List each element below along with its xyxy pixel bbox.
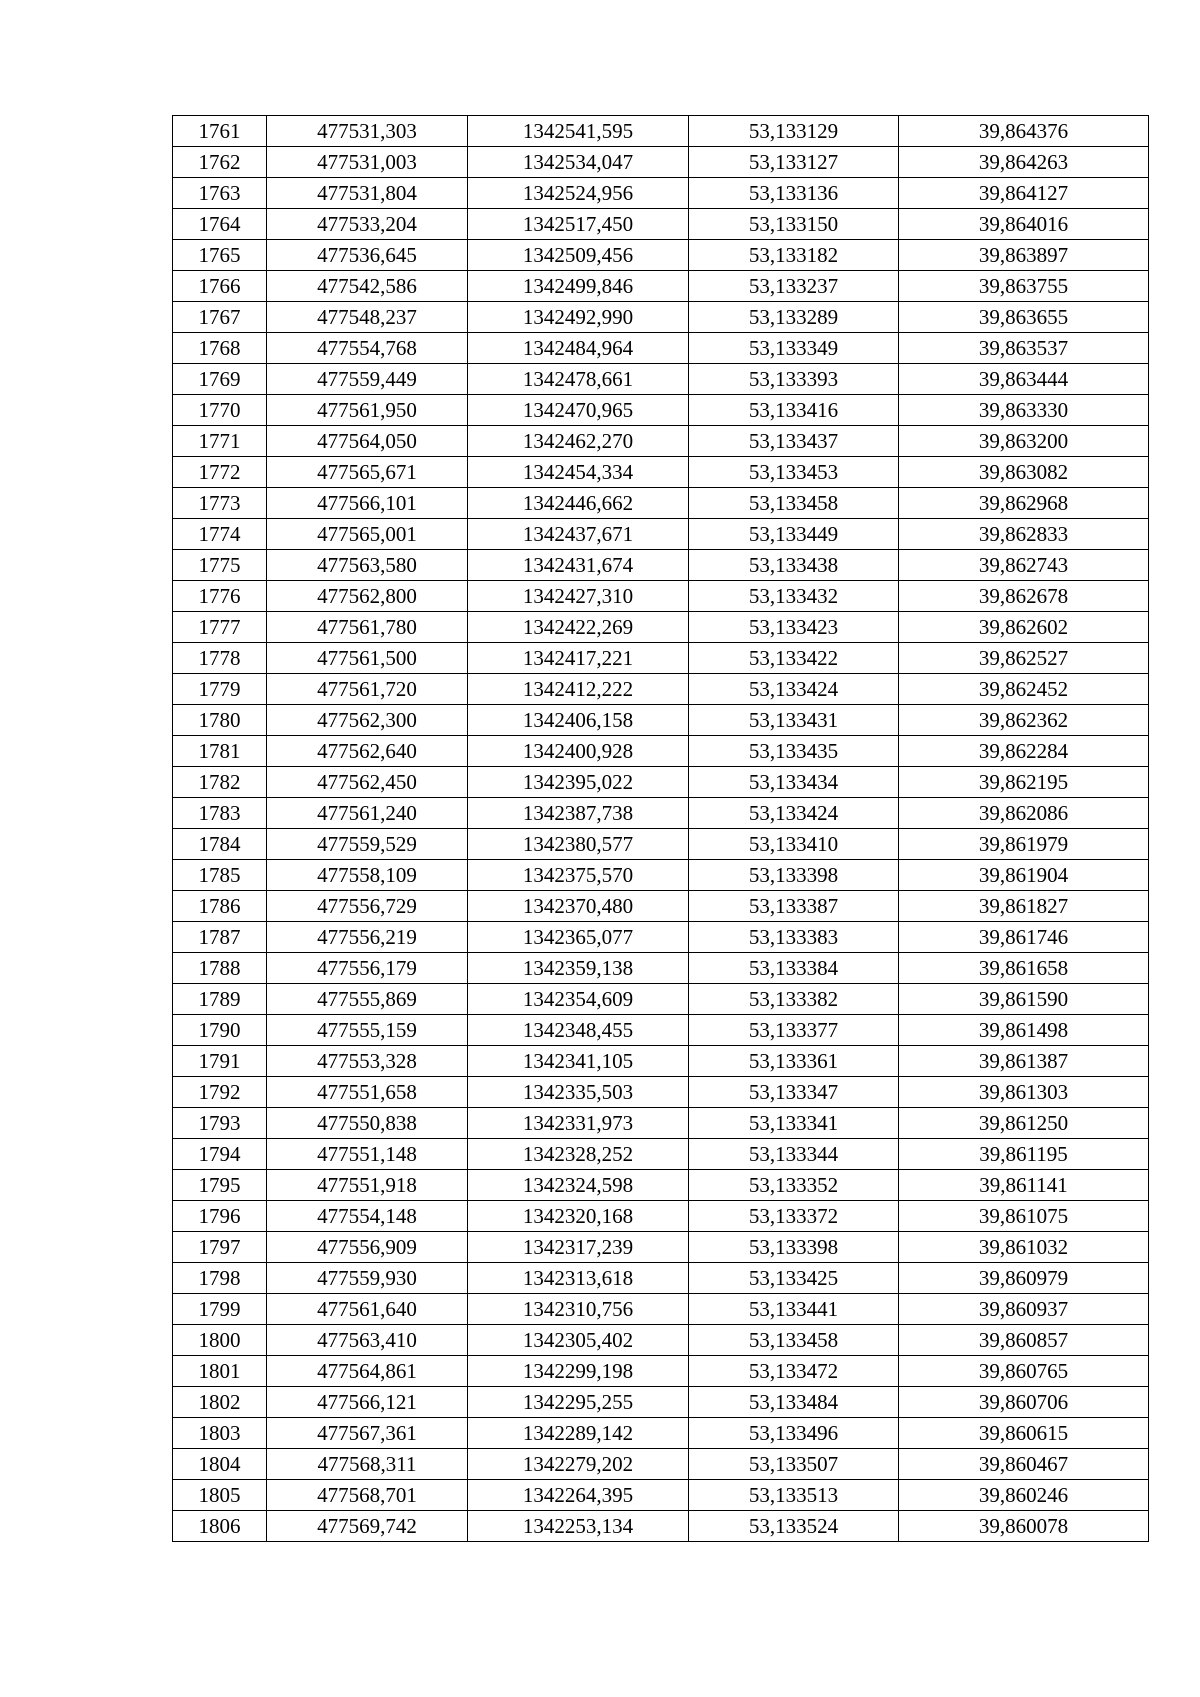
table-row <box>173 364 1149 395</box>
table-row <box>173 984 1149 1015</box>
point-number-cell: 1805 <box>173 1480 267 1511</box>
longitude-cell: 39,864127 <box>899 178 1149 209</box>
table-row <box>173 922 1149 953</box>
y-coordinate-cell: 1342492,990 <box>468 302 689 333</box>
x-coordinate-cell: 477562,300 <box>267 705 468 736</box>
x-coordinate-cell: 477554,148 <box>267 1201 468 1232</box>
longitude-cell: 39,861032 <box>899 1232 1149 1263</box>
y-coordinate-cell: 1342359,138 <box>468 953 689 984</box>
y-coordinate-cell: 1342354,609 <box>468 984 689 1015</box>
y-coordinate-cell: 1342478,661 <box>468 364 689 395</box>
y-coordinate-cell: 1342341,105 <box>468 1046 689 1077</box>
longitude-cell: 39,862452 <box>899 674 1149 705</box>
latitude-cell: 53,133484 <box>689 1387 899 1418</box>
y-coordinate-cell: 1342320,168 <box>468 1201 689 1232</box>
latitude-cell: 53,133434 <box>689 767 899 798</box>
point-number-cell: 1786 <box>173 891 267 922</box>
table-row <box>173 147 1149 178</box>
x-coordinate-cell: 477563,580 <box>267 550 468 581</box>
table-row <box>173 519 1149 550</box>
x-coordinate-cell: 477555,159 <box>267 1015 468 1046</box>
y-coordinate-cell: 1342328,252 <box>468 1139 689 1170</box>
y-coordinate-cell: 1342446,662 <box>468 488 689 519</box>
point-number-cell: 1788 <box>173 953 267 984</box>
x-coordinate-cell: 477564,050 <box>267 426 468 457</box>
table-row <box>173 302 1149 333</box>
x-coordinate-cell: 477542,586 <box>267 271 468 302</box>
x-coordinate-cell: 477556,179 <box>267 953 468 984</box>
latitude-cell: 53,133349 <box>689 333 899 364</box>
y-coordinate-cell: 1342470,965 <box>468 395 689 426</box>
longitude-cell: 39,861498 <box>899 1015 1149 1046</box>
point-number-cell: 1780 <box>173 705 267 736</box>
point-number-cell: 1793 <box>173 1108 267 1139</box>
latitude-cell: 53,133129 <box>689 116 899 147</box>
latitude-cell: 53,133424 <box>689 798 899 829</box>
point-number-cell: 1772 <box>173 457 267 488</box>
longitude-cell: 39,860467 <box>899 1449 1149 1480</box>
x-coordinate-cell: 477563,410 <box>267 1325 468 1356</box>
latitude-cell: 53,133347 <box>689 1077 899 1108</box>
table-row <box>173 1418 1149 1449</box>
longitude-cell: 39,863200 <box>899 426 1149 457</box>
x-coordinate-cell: 477561,500 <box>267 643 468 674</box>
table-row <box>173 891 1149 922</box>
longitude-cell: 39,861250 <box>899 1108 1149 1139</box>
y-coordinate-cell: 1342365,077 <box>468 922 689 953</box>
x-coordinate-cell: 477556,909 <box>267 1232 468 1263</box>
table-row <box>173 178 1149 209</box>
table-row <box>173 1480 1149 1511</box>
latitude-cell: 53,133377 <box>689 1015 899 1046</box>
latitude-cell: 53,133361 <box>689 1046 899 1077</box>
longitude-cell: 39,861387 <box>899 1046 1149 1077</box>
x-coordinate-cell: 477564,861 <box>267 1356 468 1387</box>
y-coordinate-cell: 1342517,450 <box>468 209 689 240</box>
longitude-cell: 39,861075 <box>899 1201 1149 1232</box>
longitude-cell: 39,861590 <box>899 984 1149 1015</box>
longitude-cell: 39,863537 <box>899 333 1149 364</box>
table-row <box>173 333 1149 364</box>
table-row <box>173 1511 1149 1542</box>
x-coordinate-cell: 477551,658 <box>267 1077 468 1108</box>
point-number-cell: 1763 <box>173 178 267 209</box>
x-coordinate-cell: 477561,720 <box>267 674 468 705</box>
longitude-cell: 39,864376 <box>899 116 1149 147</box>
longitude-cell: 39,861827 <box>899 891 1149 922</box>
x-coordinate-cell: 477562,450 <box>267 767 468 798</box>
longitude-cell: 39,862743 <box>899 550 1149 581</box>
table-row <box>173 860 1149 891</box>
latitude-cell: 53,133352 <box>689 1170 899 1201</box>
longitude-cell: 39,863655 <box>899 302 1149 333</box>
point-number-cell: 1767 <box>173 302 267 333</box>
longitude-cell: 39,860765 <box>899 1356 1149 1387</box>
y-coordinate-cell: 1342395,022 <box>468 767 689 798</box>
table-row <box>173 705 1149 736</box>
table-row <box>173 643 1149 674</box>
table-row <box>173 1046 1149 1077</box>
latitude-cell: 53,133437 <box>689 426 899 457</box>
y-coordinate-cell: 1342534,047 <box>468 147 689 178</box>
latitude-cell: 53,133435 <box>689 736 899 767</box>
table-row <box>173 457 1149 488</box>
longitude-cell: 39,860857 <box>899 1325 1149 1356</box>
table-row <box>173 488 1149 519</box>
x-coordinate-cell: 477559,529 <box>267 829 468 860</box>
latitude-cell: 53,133458 <box>689 1325 899 1356</box>
x-coordinate-cell: 477562,640 <box>267 736 468 767</box>
y-coordinate-cell: 1342400,928 <box>468 736 689 767</box>
latitude-cell: 53,133425 <box>689 1263 899 1294</box>
x-coordinate-cell: 477561,240 <box>267 798 468 829</box>
x-coordinate-cell: 477531,003 <box>267 147 468 178</box>
point-number-cell: 1784 <box>173 829 267 860</box>
point-number-cell: 1790 <box>173 1015 267 1046</box>
point-number-cell: 1762 <box>173 147 267 178</box>
table-row <box>173 1139 1149 1170</box>
point-number-cell: 1779 <box>173 674 267 705</box>
point-number-cell: 1776 <box>173 581 267 612</box>
latitude-cell: 53,133416 <box>689 395 899 426</box>
x-coordinate-cell: 477566,101 <box>267 488 468 519</box>
y-coordinate-cell: 1342264,395 <box>468 1480 689 1511</box>
table-row <box>173 736 1149 767</box>
table-row <box>173 798 1149 829</box>
y-coordinate-cell: 1342375,570 <box>468 860 689 891</box>
x-coordinate-cell: 477561,640 <box>267 1294 468 1325</box>
longitude-cell: 39,863082 <box>899 457 1149 488</box>
longitude-cell: 39,862833 <box>899 519 1149 550</box>
point-number-cell: 1799 <box>173 1294 267 1325</box>
latitude-cell: 53,133384 <box>689 953 899 984</box>
longitude-cell: 39,861746 <box>899 922 1149 953</box>
y-coordinate-cell: 1342305,402 <box>468 1325 689 1356</box>
point-number-cell: 1782 <box>173 767 267 798</box>
table-row <box>173 612 1149 643</box>
point-number-cell: 1777 <box>173 612 267 643</box>
longitude-cell: 39,861141 <box>899 1170 1149 1201</box>
x-coordinate-cell: 477565,001 <box>267 519 468 550</box>
x-coordinate-cell: 477550,838 <box>267 1108 468 1139</box>
longitude-cell: 39,861979 <box>899 829 1149 860</box>
y-coordinate-cell: 1342431,674 <box>468 550 689 581</box>
table-row <box>173 674 1149 705</box>
x-coordinate-cell: 477566,121 <box>267 1387 468 1418</box>
latitude-cell: 53,133237 <box>689 271 899 302</box>
point-number-cell: 1806 <box>173 1511 267 1542</box>
table-row <box>173 209 1149 240</box>
table-row <box>173 116 1149 147</box>
point-number-cell: 1774 <box>173 519 267 550</box>
table-row <box>173 1015 1149 1046</box>
longitude-cell: 39,862284 <box>899 736 1149 767</box>
table-row <box>173 271 1149 302</box>
x-coordinate-cell: 477562,800 <box>267 581 468 612</box>
y-coordinate-cell: 1342348,455 <box>468 1015 689 1046</box>
x-coordinate-cell: 477553,328 <box>267 1046 468 1077</box>
y-coordinate-cell: 1342331,973 <box>468 1108 689 1139</box>
longitude-cell: 39,860979 <box>899 1263 1149 1294</box>
longitude-cell: 39,861658 <box>899 953 1149 984</box>
x-coordinate-cell: 477568,701 <box>267 1480 468 1511</box>
longitude-cell: 39,863897 <box>899 240 1149 271</box>
latitude-cell: 53,133182 <box>689 240 899 271</box>
x-coordinate-cell: 477556,729 <box>267 891 468 922</box>
latitude-cell: 53,133387 <box>689 891 899 922</box>
x-coordinate-cell: 477559,449 <box>267 364 468 395</box>
point-number-cell: 1802 <box>173 1387 267 1418</box>
point-number-cell: 1761 <box>173 116 267 147</box>
y-coordinate-cell: 1342484,964 <box>468 333 689 364</box>
table-row <box>173 1449 1149 1480</box>
y-coordinate-cell: 1342499,846 <box>468 271 689 302</box>
y-coordinate-cell: 1342387,738 <box>468 798 689 829</box>
point-number-cell: 1789 <box>173 984 267 1015</box>
y-coordinate-cell: 1342412,222 <box>468 674 689 705</box>
y-coordinate-cell: 1342422,269 <box>468 612 689 643</box>
latitude-cell: 53,133383 <box>689 922 899 953</box>
point-number-cell: 1783 <box>173 798 267 829</box>
y-coordinate-cell: 1342313,618 <box>468 1263 689 1294</box>
y-coordinate-cell: 1342454,334 <box>468 457 689 488</box>
latitude-cell: 53,133431 <box>689 705 899 736</box>
longitude-cell: 39,862195 <box>899 767 1149 798</box>
x-coordinate-cell: 477551,918 <box>267 1170 468 1201</box>
longitude-cell: 39,860615 <box>899 1418 1149 1449</box>
latitude-cell: 53,133372 <box>689 1201 899 1232</box>
point-number-cell: 1764 <box>173 209 267 240</box>
x-coordinate-cell: 477558,109 <box>267 860 468 891</box>
latitude-cell: 53,133458 <box>689 488 899 519</box>
table-row <box>173 395 1149 426</box>
x-coordinate-cell: 477559,930 <box>267 1263 468 1294</box>
table-row <box>173 953 1149 984</box>
table-row <box>173 1294 1149 1325</box>
x-coordinate-cell: 477548,237 <box>267 302 468 333</box>
table-row <box>173 581 1149 612</box>
table-row <box>173 1387 1149 1418</box>
y-coordinate-cell: 1342295,255 <box>468 1387 689 1418</box>
latitude-cell: 53,133398 <box>689 860 899 891</box>
longitude-cell: 39,861195 <box>899 1139 1149 1170</box>
latitude-cell: 53,133441 <box>689 1294 899 1325</box>
longitude-cell: 39,860937 <box>899 1294 1149 1325</box>
y-coordinate-cell: 1342427,310 <box>468 581 689 612</box>
latitude-cell: 53,133472 <box>689 1356 899 1387</box>
x-coordinate-cell: 477551,148 <box>267 1139 468 1170</box>
latitude-cell: 53,133432 <box>689 581 899 612</box>
point-number-cell: 1766 <box>173 271 267 302</box>
x-coordinate-cell: 477533,204 <box>267 209 468 240</box>
table-row <box>173 1077 1149 1108</box>
point-number-cell: 1795 <box>173 1170 267 1201</box>
table-row <box>173 426 1149 457</box>
latitude-cell: 53,133424 <box>689 674 899 705</box>
point-number-cell: 1771 <box>173 426 267 457</box>
latitude-cell: 53,133449 <box>689 519 899 550</box>
x-coordinate-cell: 477556,219 <box>267 922 468 953</box>
latitude-cell: 53,133150 <box>689 209 899 240</box>
y-coordinate-cell: 1342524,956 <box>468 178 689 209</box>
point-number-cell: 1801 <box>173 1356 267 1387</box>
table-row <box>173 1108 1149 1139</box>
longitude-cell: 39,862086 <box>899 798 1149 829</box>
latitude-cell: 53,133398 <box>689 1232 899 1263</box>
x-coordinate-cell: 477567,361 <box>267 1418 468 1449</box>
x-coordinate-cell: 477554,768 <box>267 333 468 364</box>
longitude-cell: 39,864263 <box>899 147 1149 178</box>
longitude-cell: 39,861303 <box>899 1077 1149 1108</box>
longitude-cell: 39,860246 <box>899 1480 1149 1511</box>
table-row <box>173 1263 1149 1294</box>
y-coordinate-cell: 1342462,270 <box>468 426 689 457</box>
y-coordinate-cell: 1342541,595 <box>468 116 689 147</box>
point-number-cell: 1804 <box>173 1449 267 1480</box>
y-coordinate-cell: 1342370,480 <box>468 891 689 922</box>
y-coordinate-cell: 1342253,134 <box>468 1511 689 1542</box>
x-coordinate-cell: 477531,303 <box>267 116 468 147</box>
longitude-cell: 39,863444 <box>899 364 1149 395</box>
latitude-cell: 53,133127 <box>689 147 899 178</box>
latitude-cell: 53,133524 <box>689 1511 899 1542</box>
table-row <box>173 240 1149 271</box>
point-number-cell: 1787 <box>173 922 267 953</box>
longitude-cell: 39,864016 <box>899 209 1149 240</box>
longitude-cell: 39,862602 <box>899 612 1149 643</box>
x-coordinate-cell: 477568,311 <box>267 1449 468 1480</box>
table-row <box>173 550 1149 581</box>
table-row <box>173 829 1149 860</box>
latitude-cell: 53,133382 <box>689 984 899 1015</box>
point-number-cell: 1785 <box>173 860 267 891</box>
point-number-cell: 1775 <box>173 550 267 581</box>
y-coordinate-cell: 1342335,503 <box>468 1077 689 1108</box>
x-coordinate-cell: 477561,780 <box>267 612 468 643</box>
table-row <box>173 1325 1149 1356</box>
latitude-cell: 53,133422 <box>689 643 899 674</box>
latitude-cell: 53,133453 <box>689 457 899 488</box>
longitude-cell: 39,862678 <box>899 581 1149 612</box>
latitude-cell: 53,133410 <box>689 829 899 860</box>
table-row <box>173 1232 1149 1263</box>
point-number-cell: 1769 <box>173 364 267 395</box>
longitude-cell: 39,860706 <box>899 1387 1149 1418</box>
point-number-cell: 1778 <box>173 643 267 674</box>
point-number-cell: 1773 <box>173 488 267 519</box>
table-row <box>173 1201 1149 1232</box>
y-coordinate-cell: 1342317,239 <box>468 1232 689 1263</box>
longitude-cell: 39,861904 <box>899 860 1149 891</box>
point-number-cell: 1781 <box>173 736 267 767</box>
y-coordinate-cell: 1342324,598 <box>468 1170 689 1201</box>
coordinates-table <box>172 115 1149 1542</box>
coordinates-table-body <box>173 116 1149 1542</box>
x-coordinate-cell: 477555,869 <box>267 984 468 1015</box>
latitude-cell: 53,133136 <box>689 178 899 209</box>
longitude-cell: 39,863330 <box>899 395 1149 426</box>
latitude-cell: 53,133513 <box>689 1480 899 1511</box>
longitude-cell: 39,862968 <box>899 488 1149 519</box>
point-number-cell: 1796 <box>173 1201 267 1232</box>
latitude-cell: 53,133496 <box>689 1418 899 1449</box>
longitude-cell: 39,860078 <box>899 1511 1149 1542</box>
y-coordinate-cell: 1342310,756 <box>468 1294 689 1325</box>
longitude-cell: 39,863755 <box>899 271 1149 302</box>
latitude-cell: 53,133341 <box>689 1108 899 1139</box>
y-coordinate-cell: 1342279,202 <box>468 1449 689 1480</box>
y-coordinate-cell: 1342417,221 <box>468 643 689 674</box>
table-row <box>173 1356 1149 1387</box>
y-coordinate-cell: 1342380,577 <box>468 829 689 860</box>
point-number-cell: 1800 <box>173 1325 267 1356</box>
y-coordinate-cell: 1342406,158 <box>468 705 689 736</box>
latitude-cell: 53,133423 <box>689 612 899 643</box>
latitude-cell: 53,133344 <box>689 1139 899 1170</box>
latitude-cell: 53,133289 <box>689 302 899 333</box>
latitude-cell: 53,133393 <box>689 364 899 395</box>
point-number-cell: 1792 <box>173 1077 267 1108</box>
y-coordinate-cell: 1342437,671 <box>468 519 689 550</box>
longitude-cell: 39,862362 <box>899 705 1149 736</box>
point-number-cell: 1768 <box>173 333 267 364</box>
x-coordinate-cell: 477565,671 <box>267 457 468 488</box>
x-coordinate-cell: 477561,950 <box>267 395 468 426</box>
y-coordinate-cell: 1342299,198 <box>468 1356 689 1387</box>
point-number-cell: 1803 <box>173 1418 267 1449</box>
latitude-cell: 53,133438 <box>689 550 899 581</box>
point-number-cell: 1798 <box>173 1263 267 1294</box>
point-number-cell: 1770 <box>173 395 267 426</box>
point-number-cell: 1765 <box>173 240 267 271</box>
latitude-cell: 53,133507 <box>689 1449 899 1480</box>
y-coordinate-cell: 1342509,456 <box>468 240 689 271</box>
x-coordinate-cell: 477569,742 <box>267 1511 468 1542</box>
table-row <box>173 1170 1149 1201</box>
point-number-cell: 1791 <box>173 1046 267 1077</box>
x-coordinate-cell: 477531,804 <box>267 178 468 209</box>
y-coordinate-cell: 1342289,142 <box>468 1418 689 1449</box>
table-row <box>173 767 1149 798</box>
x-coordinate-cell: 477536,645 <box>267 240 468 271</box>
longitude-cell: 39,862527 <box>899 643 1149 674</box>
point-number-cell: 1794 <box>173 1139 267 1170</box>
point-number-cell: 1797 <box>173 1232 267 1263</box>
